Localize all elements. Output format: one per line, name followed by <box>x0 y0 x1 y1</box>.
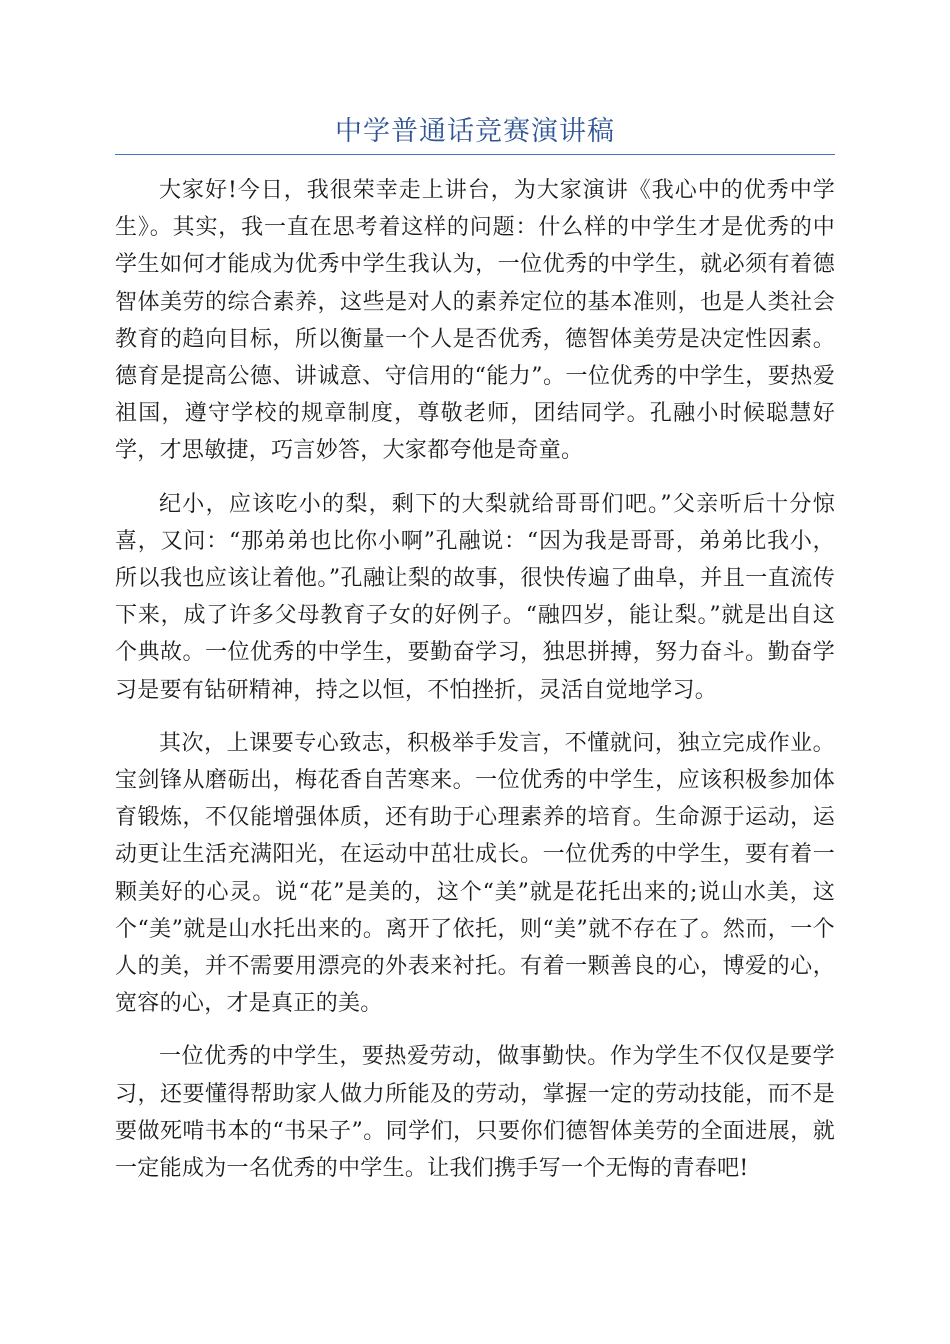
paragraph-4: 一位优秀的中学生，要热爱劳动，做事勤快。作为学生不仅仅是要学习，还要懂得帮助家人做力所能及的劳动，掌握一定的劳动技能，而不是要做死啃书本的“书呆子”。同学们，只要你们德智体美劳的全面进展，就一定能成为一名优秀的中学生。让我们携手写一个无悔的青春吧! <box>115 1044 835 1182</box>
paragraph-3: 其次，上课要专心致志，积极举手发言，不懂就问，独立完成作业。宝剑锋从磨砺出，梅花香自苦寒来。一位优秀的中学生，应该积极参加体育锻炼，不仅能增强体质，还有助于心理素养的培育。生命源于运动，运动更让生活充满阳光，在运动中茁壮成长。一位优秀的中学生，要有着一颗美好的心灵。说“花”是美的，这个“美”就是花托出来的;说山水美，这个“美”就是山水托出来的。离开了依托，则“美”就不存在了。然而，一个人的美，并不需要用漂亮的外表来衬托。有着一颗善良的心，博爱的心，宽容的心，才是真正的美。 <box>115 730 835 1017</box>
paragraph-1: 大家好!今日，我很荣幸走上讲台，为大家演讲《我心中的优秀中学生》。其实，我一直在思考着这样的问题：什么样的中学生才是优秀的中学生如何才能成为优秀中学生我认为，一位优秀的中学生，就必须有着德智体美劳的综合素养，这些是对人的素养定位的基本准则，也是人类社会教育的趋向目标，所以衡量一个人是否优秀，德智体美劳是决定性因素。德育是提高公德、讲诚意、守信用的“能力”。一位优秀的中学生，要热爱祖国，遵守学校的规章制度，尊敬老师，团结同学。孔融小时候聪慧好学，才思敏捷，巧言妙答，大家都夸他是奇童。 <box>115 178 835 464</box>
paragraph-2: 纪小，应该吃小的梨，剩下的大梨就给哥哥们吧。”父亲听后十分惊喜，又问：“那弟弟也比你小啊”孔融说：“因为我是哥哥，弟弟比我小，所以我也应该让着他。”孔融让梨的故事，很快传遍了曲阜，并且一直流传下来，成了许多父母教育子女的好例子。“融四岁，能让梨。”就是出自这个典故。一位优秀的中学生，要勤奋学习，独思拼搏，努力奋斗。勤奋学习是要有钻研精神，持之以恒，不怕挫折，灵活自觉地学习。 <box>115 491 835 703</box>
title-underline <box>115 154 835 155</box>
document-body <box>115 172 835 1203</box>
page-title: 中学普通话竞赛演讲稿 <box>335 116 615 147</box>
